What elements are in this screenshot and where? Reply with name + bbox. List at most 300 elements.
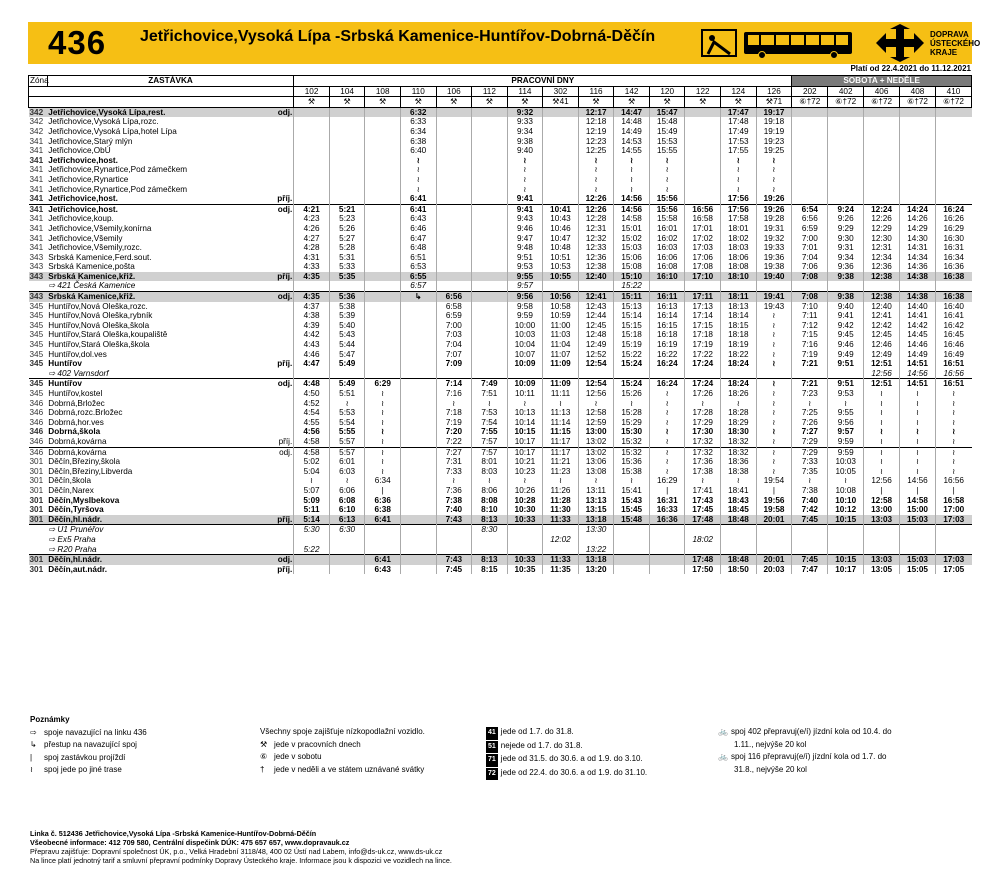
time-cell: 6:41	[400, 204, 436, 214]
stop-name: Huntířov,Nová Oleška,škola	[48, 320, 150, 330]
arr-dep-mark: příj.	[259, 272, 294, 282]
time-cell	[578, 281, 614, 291]
time-cell: 6:29	[365, 379, 401, 389]
zone-cell: 345	[29, 330, 44, 340]
time-cell: 10:15	[828, 515, 864, 525]
time-cell	[329, 146, 365, 156]
time-cell: 4:23	[294, 214, 330, 224]
arr-dep-mark	[259, 505, 294, 515]
time-cell: 12:33	[578, 243, 614, 253]
time-cell: ≀	[472, 399, 508, 409]
zone-cell: 345	[29, 379, 48, 389]
time-cell	[935, 107, 971, 117]
time-cell	[436, 165, 472, 175]
time-cell: 12:23	[578, 137, 614, 147]
time-cell	[472, 117, 508, 127]
table-row	[29, 379, 972, 389]
zone-cell: 341	[29, 204, 48, 214]
zone-cell: 345	[29, 349, 44, 359]
time-cell: 7:15	[792, 330, 828, 340]
zone-cell: 346	[29, 447, 48, 457]
time-cell: 9:59	[828, 447, 864, 457]
time-cell: 10:09	[507, 379, 543, 389]
time-cell: 17:03	[935, 555, 971, 565]
time-cell: 9:46	[507, 224, 543, 234]
time-cell: 18:32	[721, 447, 757, 457]
legend-item	[260, 726, 485, 739]
time-cell	[543, 175, 579, 185]
time-cell	[614, 535, 650, 545]
time-cell	[614, 545, 650, 555]
time-cell	[828, 535, 864, 545]
time-cell: 16:06	[649, 253, 685, 263]
time-cell: 15:22	[614, 281, 650, 291]
time-cell: ≀	[649, 156, 685, 166]
zone-cell: 301	[29, 476, 44, 486]
time-cell: 19:19	[756, 127, 792, 137]
time-cell	[685, 127, 721, 137]
time-cell	[721, 535, 757, 545]
zone-cell: 346	[29, 417, 44, 427]
legend-text: Všechny spoje zajišťuje nízkopodlažní vozidlo.	[260, 727, 425, 736]
time-cell: 10:46	[543, 224, 579, 234]
time-cell: 19:32	[756, 234, 792, 244]
time-cell: 16:45	[935, 330, 971, 340]
table-row	[29, 340, 972, 350]
time-cell: 16:11	[649, 292, 685, 302]
time-cell: 10:59	[543, 311, 579, 321]
stop-name: Jetřichovice,Vysoká Lípa,hotel Lípa	[48, 126, 177, 136]
table-row	[29, 467, 972, 477]
arr-dep-mark	[259, 175, 294, 185]
arr-dep-mark	[259, 418, 294, 428]
time-cell	[828, 165, 864, 175]
time-cell: 9:38	[828, 272, 864, 282]
time-cell: 16:41	[935, 311, 971, 321]
time-cell: 7:23	[792, 389, 828, 399]
time-cell	[935, 535, 971, 545]
time-cell: ≀	[756, 330, 792, 340]
time-cell: |	[864, 486, 900, 496]
table-row	[29, 476, 972, 486]
time-cell	[507, 525, 543, 535]
time-cell	[828, 156, 864, 166]
time-cell	[329, 137, 365, 147]
time-cell: ≀	[900, 399, 936, 409]
time-cell: 18:13	[721, 302, 757, 312]
time-cell	[400, 496, 436, 506]
stop-name: Děčín,Březiny,Libverda	[48, 466, 133, 476]
legend-code: 72	[486, 768, 498, 781]
legend-text: jede od 22.4. do 30.6. a od 1.9. do 31.10.	[500, 767, 648, 777]
time-cell: 6:58	[436, 302, 472, 312]
time-cell	[864, 535, 900, 545]
time-cell: ≀	[721, 476, 757, 486]
time-cell: 9:58	[507, 302, 543, 312]
time-cell: 12:54	[578, 379, 614, 389]
time-cell: 17:06	[685, 253, 721, 263]
time-cell: ≀	[649, 457, 685, 467]
legend-item	[30, 752, 260, 765]
time-cell	[329, 156, 365, 166]
zone-cell: 341	[29, 243, 44, 253]
time-cell: 17:18	[685, 330, 721, 340]
time-cell: 16:29	[935, 224, 971, 234]
time-cell	[400, 350, 436, 360]
time-cell: 18:41	[721, 486, 757, 496]
time-cell: 9:42	[828, 321, 864, 331]
footer-line-4: Na lince platí jednotný tarif a smluvní přepravní podmínky Dopravy Ústeckého kraje. Informace jsou k dispozici ve vozidlech na lince.	[30, 856, 452, 865]
stop-name: ⇨ Ex5 Praha	[48, 534, 96, 544]
time-cell	[365, 321, 401, 331]
stop-name: Huntířov,Stará Oleška,škola	[48, 340, 150, 350]
arr-dep-mark	[259, 262, 294, 272]
time-cell: 12:48	[578, 330, 614, 340]
footer-line-1: Linka č. 512436 Jetřichovice,Vysoká Lípa -Srbská Kamenice-Huntířov-Dobrná-Děčín	[30, 829, 317, 838]
table-row	[29, 330, 972, 340]
time-cell: 19:33	[756, 243, 792, 253]
time-cell: 7:49	[472, 379, 508, 389]
time-cell: 12:32	[578, 234, 614, 244]
time-cell	[472, 156, 508, 166]
time-cell: 13:20	[578, 565, 614, 575]
time-cell: 14:46	[900, 340, 936, 350]
time-cell: 12:28	[578, 214, 614, 224]
time-cell: 6:43	[365, 565, 401, 575]
time-cell	[792, 525, 828, 535]
zone-cell	[29, 535, 48, 545]
time-cell: 19:38	[756, 262, 792, 272]
legend-text: spoje navazující na linku 436	[44, 727, 147, 737]
bicycle-icon: 🚲	[718, 752, 728, 761]
time-cell: 13:06	[578, 457, 614, 467]
time-cell: 12:31	[864, 243, 900, 253]
time-cell: 7:45	[792, 515, 828, 525]
time-cell: 17:08	[685, 262, 721, 272]
time-cell	[365, 224, 401, 234]
legend-title: Poznámky	[30, 715, 70, 724]
time-cell: 15:05	[900, 565, 936, 575]
stop-name: Dobrná,škola	[48, 427, 101, 437]
table-row	[29, 437, 972, 447]
time-cell: ≀	[400, 156, 436, 166]
time-cell: 17:01	[685, 224, 721, 234]
zone-cell: 341	[29, 194, 44, 204]
time-cell	[436, 194, 472, 204]
zone-cell	[29, 369, 48, 379]
time-cell: 9:48	[507, 243, 543, 253]
time-cell: 12:31	[578, 224, 614, 234]
time-cell: 17:48	[685, 555, 721, 565]
time-cell: 7:47	[792, 565, 828, 575]
time-cell: 4:56	[294, 427, 330, 437]
time-cell	[649, 369, 685, 379]
time-cell: 9:34	[507, 127, 543, 137]
time-cell: ≀	[649, 447, 685, 457]
timetable-body	[29, 107, 972, 574]
time-cell: 20:01	[756, 555, 792, 565]
time-cell	[400, 379, 436, 389]
time-cell: ≀	[756, 321, 792, 331]
time-cell	[472, 281, 508, 291]
time-cell: 15:53	[649, 137, 685, 147]
time-cell: 19:25	[756, 146, 792, 156]
time-cell	[864, 545, 900, 555]
time-cell	[365, 525, 401, 535]
time-cell: 17:32	[685, 447, 721, 457]
arr-dep-mark	[259, 535, 294, 545]
time-cell: 5:30	[294, 525, 330, 535]
zone-cell: 343	[29, 292, 48, 302]
time-cell: 7:27	[436, 447, 472, 457]
zone-cell: 341	[29, 165, 44, 175]
time-cell: ≀	[935, 457, 971, 467]
legend-item	[30, 739, 260, 752]
time-cell: 11:28	[543, 496, 579, 506]
time-cell: 8:13	[472, 515, 508, 525]
time-cell: 17:05	[935, 565, 971, 575]
time-cell: 15:03	[614, 243, 650, 253]
stop-name: Jetřichovice,Vysoká Lípa,rozc.	[48, 117, 159, 127]
time-cell: 18:11	[721, 292, 757, 302]
stop-name: Děčín,Tyršova	[48, 505, 104, 515]
time-cell: 15:38	[614, 467, 650, 477]
time-cell: 17:11	[685, 292, 721, 302]
time-cell	[329, 127, 365, 137]
time-cell: 7:22	[436, 437, 472, 447]
time-cell: 7:36	[436, 486, 472, 496]
time-cell	[792, 194, 828, 204]
time-cell: 14:56	[614, 204, 650, 214]
table-row	[29, 418, 972, 428]
stop-name: Jetřichovice,Rynartice,Pod zámečkem	[48, 165, 188, 175]
time-cell: 8:08	[472, 496, 508, 506]
time-cell: 9:49	[828, 350, 864, 360]
time-cell: ≀	[294, 476, 330, 486]
time-cell: 4:58	[294, 437, 330, 447]
time-cell: ≀	[365, 447, 401, 457]
time-cell: 9:51	[828, 359, 864, 369]
time-cell	[685, 185, 721, 195]
time-cell: 6:57	[400, 281, 436, 291]
time-cell: ↳	[400, 292, 436, 302]
time-cell	[472, 340, 508, 350]
time-cell: 16:01	[649, 224, 685, 234]
zone-cell: 345	[29, 389, 44, 398]
arr-dep-mark	[259, 146, 294, 156]
time-cell	[792, 535, 828, 545]
time-cell	[543, 127, 579, 137]
bus-icon	[744, 32, 852, 59]
time-cell: ≀	[507, 165, 543, 175]
time-cell	[365, 535, 401, 545]
time-cell: ≀	[900, 389, 936, 399]
stop-name: Jetřichovice,ObÚ	[48, 146, 111, 156]
stop-name: Jetřichovice,Vysoká Lípa,rest.	[47, 107, 258, 117]
time-cell: 12:51	[864, 359, 900, 369]
time-cell	[472, 194, 508, 204]
time-cell: 7:00	[792, 234, 828, 244]
time-cell	[935, 185, 971, 195]
time-cell: ≀	[756, 399, 792, 409]
table-row	[29, 486, 972, 496]
time-cell	[472, 146, 508, 156]
time-cell	[864, 185, 900, 195]
time-cell: 10:03	[828, 457, 864, 467]
table-row	[29, 194, 972, 204]
legend-text: 1.11., nejvýše 20 kol	[734, 739, 807, 749]
arr-dep-mark	[259, 253, 294, 263]
time-cell: 9:40	[507, 146, 543, 156]
zone-cell: 345	[29, 320, 44, 330]
time-cell: 15:08	[614, 262, 650, 272]
time-cell: 17:29	[685, 418, 721, 428]
time-cell: 7:04	[436, 340, 472, 350]
time-cell: ≀	[507, 476, 543, 486]
time-cell: 11:11	[543, 389, 579, 399]
time-cell	[294, 194, 330, 204]
time-cell: 6:47	[400, 234, 436, 244]
legend-item	[486, 726, 711, 740]
arr-dep-mark	[259, 340, 294, 350]
trip-number: 402	[828, 86, 864, 97]
stop-name: Děčín,aut.nádr.	[48, 564, 107, 574]
time-cell	[400, 302, 436, 312]
time-cell: ≀	[400, 185, 436, 195]
time-cell	[436, 107, 472, 117]
time-cell: 13:03	[864, 515, 900, 525]
time-cell	[900, 117, 936, 127]
time-cell: 5:44	[329, 340, 365, 350]
arr-dep-mark	[259, 330, 294, 340]
time-cell: 9:53	[828, 389, 864, 399]
time-cell: ≀	[614, 156, 650, 166]
time-cell: 15:00	[900, 505, 936, 515]
time-cell: 14:34	[900, 253, 936, 263]
legend-item	[486, 753, 711, 767]
table-row	[29, 214, 972, 224]
table-row	[29, 427, 972, 437]
trip-mark: ⚒	[649, 97, 685, 108]
time-cell: 13:00	[578, 427, 614, 437]
time-cell: ≀	[685, 476, 721, 486]
time-cell: ≀	[578, 476, 614, 486]
time-cell	[507, 545, 543, 555]
time-cell	[365, 292, 401, 302]
time-cell	[400, 555, 436, 565]
time-cell: 14:51	[900, 379, 936, 389]
time-cell	[436, 369, 472, 379]
time-cell	[400, 359, 436, 369]
arr-dep-mark: příj.	[278, 436, 293, 446]
legend-text: jede v pracovních dnech	[274, 739, 361, 749]
time-cell: 18:29	[721, 418, 757, 428]
time-cell: 17:19	[685, 340, 721, 350]
time-cell	[329, 185, 365, 195]
trip-number: 302	[543, 86, 579, 97]
table-row	[29, 399, 972, 409]
time-cell: ≀	[864, 418, 900, 428]
time-cell: 17:30	[685, 427, 721, 437]
time-cell: 14:56	[900, 476, 936, 486]
table-row	[29, 457, 972, 467]
time-cell: ≀	[864, 467, 900, 477]
time-cell: ≀	[900, 418, 936, 428]
time-cell: 14:58	[614, 214, 650, 224]
time-cell: ≀	[756, 165, 792, 175]
time-cell: 4:35	[294, 272, 330, 282]
time-cell	[935, 175, 971, 185]
time-cell: 4:35	[294, 292, 330, 302]
time-cell: 4:42	[294, 330, 330, 340]
time-cell: 9:38	[828, 292, 864, 302]
table-row	[29, 525, 972, 535]
time-cell: 10:07	[507, 350, 543, 360]
time-cell: 10:33	[507, 555, 543, 565]
time-cell: 14:55	[614, 146, 650, 156]
arr-dep-mark	[259, 389, 294, 399]
time-cell	[828, 146, 864, 156]
time-cell: 6:40	[400, 146, 436, 156]
time-cell: 5:04	[294, 467, 330, 477]
time-cell	[365, 311, 401, 321]
time-cell: 12:34	[864, 253, 900, 263]
trip-number: 116	[578, 86, 614, 97]
trip-mark: ⚒	[365, 97, 401, 108]
time-cell: 7:16	[436, 389, 472, 399]
time-cell: ≀	[864, 389, 900, 399]
stop-name: Dobrná,rozc.Brložec	[48, 408, 123, 418]
trip-number: 406	[864, 86, 900, 97]
legend-code: 71	[486, 754, 498, 767]
time-cell	[365, 127, 401, 137]
zone-cell: 342	[29, 117, 44, 127]
time-cell: 16:24	[649, 359, 685, 369]
time-cell: 5:11	[294, 505, 330, 515]
time-cell: 15:28	[614, 408, 650, 418]
time-cell: 6:10	[329, 505, 365, 515]
time-cell	[900, 185, 936, 195]
arr-dep-mark	[259, 427, 294, 437]
time-cell: 17:24	[685, 359, 721, 369]
time-cell	[400, 340, 436, 350]
time-cell: 17:26	[685, 389, 721, 399]
time-cell: ≀	[721, 175, 757, 185]
time-cell: ≀	[365, 437, 401, 447]
time-cell: 10:56	[543, 292, 579, 302]
time-cell	[792, 165, 828, 175]
time-cell	[472, 350, 508, 360]
time-cell: 17:10	[685, 272, 721, 282]
time-cell: 9:56	[828, 418, 864, 428]
time-cell: 11:14	[543, 418, 579, 428]
time-cell	[436, 117, 472, 127]
time-cell: 17:41	[685, 486, 721, 496]
time-cell	[864, 117, 900, 127]
time-cell: ≀	[935, 399, 971, 409]
table-row	[29, 311, 972, 321]
time-cell	[721, 525, 757, 535]
stop-name: Dobrná,Brložec	[48, 398, 105, 408]
time-cell: ≀	[614, 185, 650, 195]
arr-dep-mark	[259, 399, 294, 409]
time-cell: 7:55	[472, 427, 508, 437]
time-cell: 4:38	[294, 311, 330, 321]
time-cell: 4:50	[294, 389, 330, 399]
time-cell: 16:56	[935, 369, 971, 379]
time-cell: 11:00	[543, 321, 579, 331]
time-cell: 4:27	[294, 234, 330, 244]
